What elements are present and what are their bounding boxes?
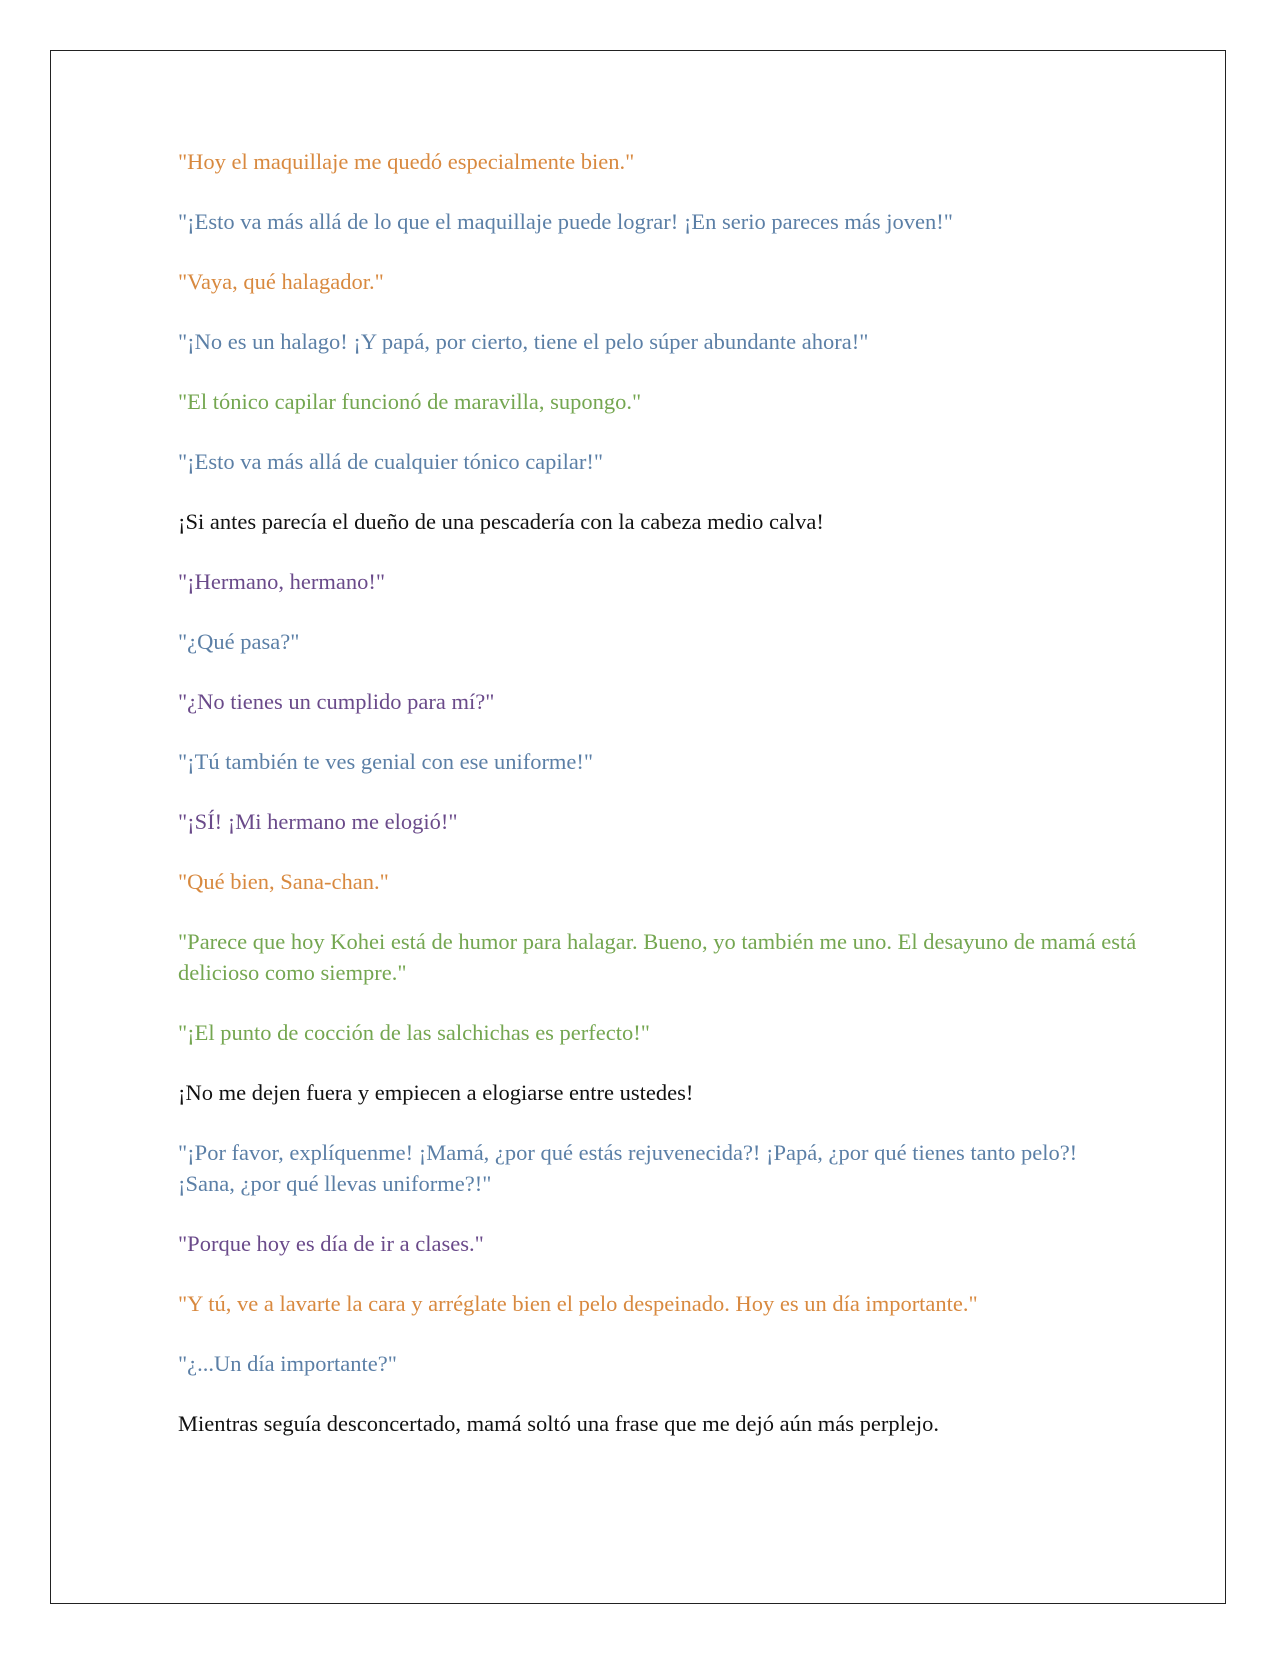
dialogue-line: "¿Qué pasa?" xyxy=(178,629,300,654)
narration-line: ¡Si antes parecía el dueño de una pescadería con la cabeza medio calva! xyxy=(178,509,824,534)
dialogue-line: "Parece que hoy Kohei está de humor para halagar. Bueno, yo también me uno. El desayuno de mamá está delicioso como siempre." xyxy=(178,929,1137,985)
dialogue-line: "¡Tú también te ves genial con ese uniforme!" xyxy=(178,749,594,774)
narration-line: Mientras seguía desconcertado, mamá soltó una frase que me dejó aún más perplejo. xyxy=(178,1411,939,1436)
dialogue-line: "Vaya, qué halagador." xyxy=(178,269,384,294)
dialogue-line: "Y tú, ve a lavarte la cara y arréglate bien el pelo despeinado. Hoy es un día importante." xyxy=(178,1291,978,1316)
dialogue-line: "El tónico capilar funcionó de maravilla, supongo." xyxy=(178,389,642,414)
dialogue-body xyxy=(178,146,1138,1468)
dialogue-line: "¿No tienes un cumplido para mí?" xyxy=(178,689,495,714)
document-page xyxy=(50,50,1226,1604)
dialogue-line: "¿...Un día importante?" xyxy=(178,1351,397,1376)
dialogue-line: "Porque hoy es día de ir a clases." xyxy=(178,1231,484,1256)
dialogue-line: "¡No es un halago! ¡Y papá, por cierto, tiene el pelo súper abundante ahora!" xyxy=(178,329,869,354)
dialogue-line: "¡Esto va más allá de lo que el maquillaje puede lograr! ¡En serio pareces más joven!" xyxy=(178,209,953,234)
dialogue-line: "Hoy el maquillaje me quedó especialmente bien." xyxy=(178,149,635,174)
dialogue-line: "¡Por favor, explíquenme! ¡Mamá, ¿por qué estás rejuvenecida?! ¡Papá, ¿por qué tienes tanto pelo?! ¡Sana, ¿por qué llevas uniforme?!" xyxy=(178,1140,1078,1196)
narration-line: ¡No me dejen fuera y empiecen a elogiarse entre ustedes! xyxy=(178,1080,694,1105)
dialogue-line: "¡SÍ! ¡Mi hermano me elogió!" xyxy=(178,809,458,834)
dialogue-line: "¡Esto va más allá de cualquier tónico capilar!" xyxy=(178,449,604,474)
dialogue-line: "Qué bien, Sana-chan." xyxy=(178,869,389,894)
dialogue-line: "¡Hermano, hermano!" xyxy=(178,569,386,594)
dialogue-line: "¡El punto de cocción de las salchichas es perfecto!" xyxy=(178,1020,650,1045)
